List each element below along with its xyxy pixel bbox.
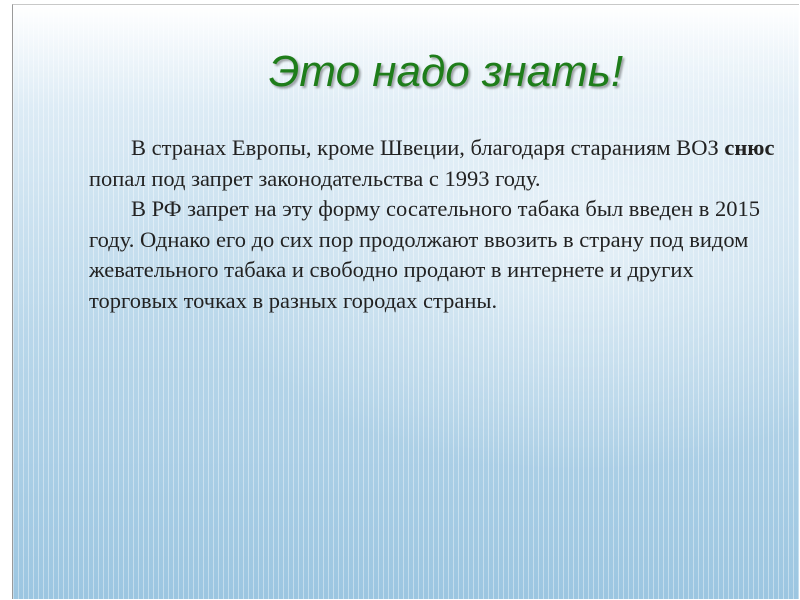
paragraph-2: В РФ запрет на эту форму сосательного табака был введен в 2015 году. Однако его до сих пор продолжают ввозить в страну под видом жевательного табака и свободно продают в интернете и других торговых точках в разных городах страны. [89,196,760,313]
slide-body [89,133,779,316]
paragraph-1-text-after: попал под запрет законодательства с 1993 году. [89,165,541,191]
paragraph-1-bold-term: снюс [724,135,775,160]
paragraph-1-text-before: В странах Европы, кроме Швеции, благодаря стараниям ВОЗ [131,135,725,160]
slide [12,4,799,599]
paragraph-1 [89,133,779,194]
slide-title: Это надо знать! [268,47,624,96]
